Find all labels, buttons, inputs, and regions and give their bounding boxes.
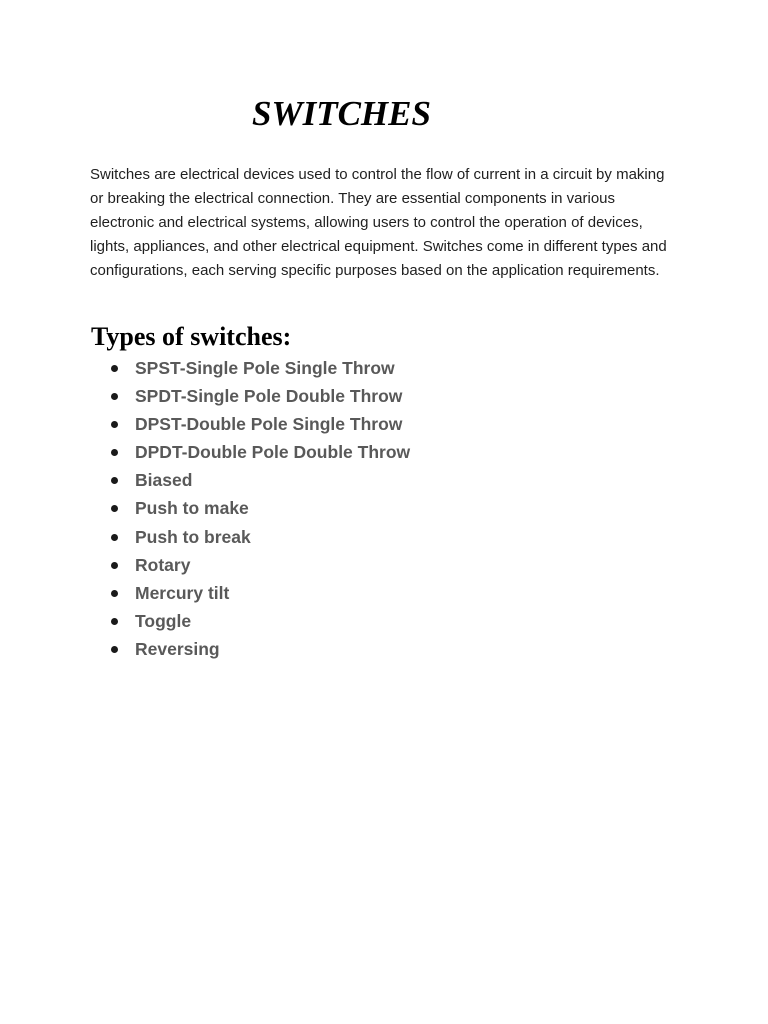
list-item: [108, 438, 410, 466]
types-heading: Types of switches:: [91, 322, 292, 351]
list-item-label: Push to break: [135, 526, 251, 547]
list-item: [108, 607, 410, 635]
list-item: [108, 410, 410, 438]
list-item-label: Rotary: [135, 554, 191, 575]
bullet-icon: [111, 365, 118, 372]
bullet-icon: [111, 393, 118, 400]
list-item-label: DPST-Double Pole Single Throw: [135, 414, 403, 435]
document-title: SWITCHES: [252, 94, 431, 133]
list-item-label: Push to make: [135, 498, 249, 519]
list-item: [108, 466, 410, 494]
bullet-icon: [111, 449, 118, 456]
bullet-icon: [111, 534, 118, 541]
list-item-label: SPST-Single Pole Single Throw: [135, 358, 395, 378]
list-item-label: DPDT-Double Pole Double Throw: [135, 442, 411, 463]
switch-types-list: [108, 354, 410, 663]
list-item: [108, 494, 410, 522]
list-item: [108, 551, 410, 579]
list-item: [108, 523, 410, 551]
bullet-icon: [111, 505, 118, 512]
bullet-icon: [111, 562, 118, 569]
list-item: [108, 635, 410, 663]
bullet-icon: [111, 590, 118, 597]
list-item-label: SPDT-Single Pole Double Throw: [135, 386, 403, 407]
list-item-label: Mercury tilt: [135, 582, 230, 603]
list-item: [108, 579, 410, 607]
list-item-label: Toggle: [135, 610, 192, 631]
intro-paragraph: Switches are electrical devices used to control the flow of current in a circuit by making or breaking the electrical connection. They are essential components in various electronic and electrical systems, allowing users to control the operation of devices, lights, appliances, and other electrical equipment. Switches come in different types and configurations, each serving specific purposes based on the application requirements.: [90, 166, 667, 279]
bullet-icon: [111, 421, 118, 428]
list-item-label: Reversing: [135, 638, 220, 659]
bullet-icon: [111, 646, 118, 653]
list-item: [108, 354, 410, 382]
bullet-icon: [111, 618, 118, 625]
list-item: [108, 382, 410, 410]
list-item-label: Biased: [135, 470, 193, 491]
bullet-icon: [111, 477, 118, 484]
